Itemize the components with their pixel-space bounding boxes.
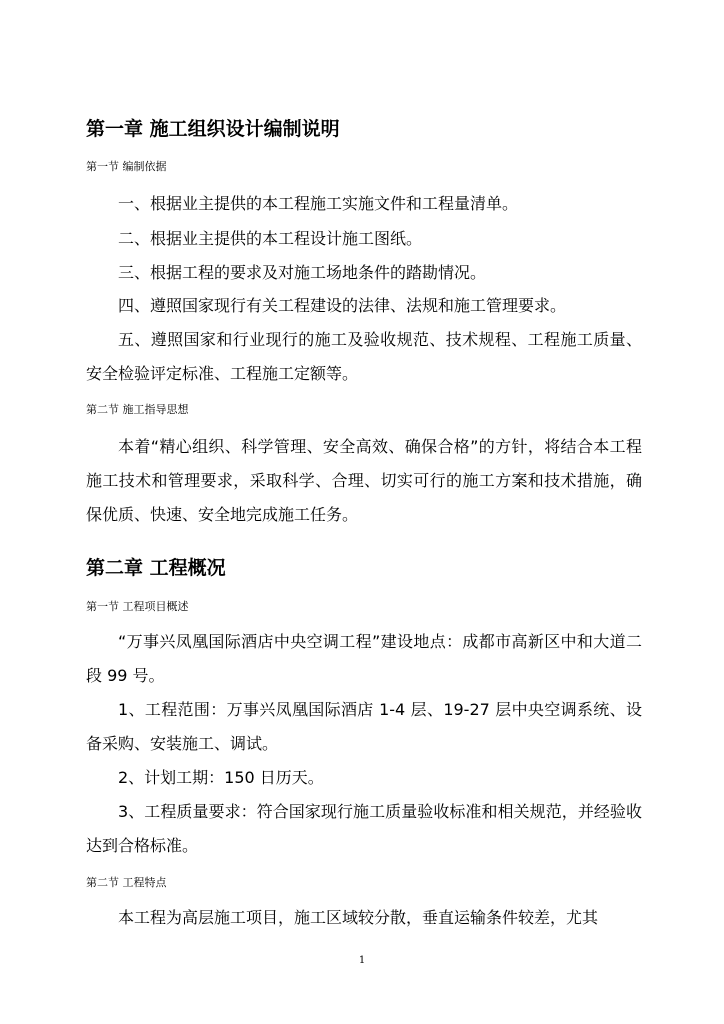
chapter-title: 第二章 工程概况 (86, 557, 226, 579)
paragraph: 三、根据工程的要求及对施工场地条件的踏勘情况。 (118, 263, 487, 282)
paragraph: 四、遵照国家现行有关工程建设的法律、法规和施工管理要求。 (118, 296, 567, 315)
paragraph: 五、遵照国家和行业现行的施工及验收规范、技术规程、工程施工质量、安全检验评定标准、工程施工定额等。 (86, 330, 642, 383)
page-number: 1 (358, 955, 366, 966)
chapter-title: 第一章 施工组织设计编制说明 (86, 118, 340, 140)
paragraph: 2、计划工期：150 日历天。 (118, 768, 324, 787)
section-title: 第一节 编制依据 (86, 160, 167, 173)
section-title: 第二节 工程特点 (86, 876, 167, 889)
section-title: 第一节 工程项目概述 (86, 600, 189, 613)
paragraph: 1、工程范围：万事兴凤凰国际酒店 1-4 层、19-27 层中央空调系统、设备采购、安装施工、调试。 (86, 700, 642, 753)
paragraph: 二、根据业主提供的本工程设计施工图纸。 (118, 229, 423, 248)
section-title: 第二节 施工指导思想 (86, 403, 189, 416)
paragraph: “万事兴凤凰国际酒店中央空调工程”建设地点：成都市高新区中和大道二段 99 号。 (86, 632, 642, 685)
paragraph: 一、根据业主提供的本工程施工实施文件和工程量清单。 (118, 194, 519, 213)
paragraph: 本工程为高层施工项目，施工区域较分散，垂直运输条件较差，尤其 (118, 908, 599, 927)
paragraph: 本着“精心组织、科学管理、安全高效、确保合格”的方针，将结合本工程施工技术和管理要求，采取科学、合理、切实可行的施工方案和技术措施，确保优质、快速、安全地完成施工任务。 (86, 437, 642, 524)
paragraph: 3、工程质量要求：符合国家现行施工质量验收标准和相关规范，并经验收达到合格标准。 (86, 802, 642, 855)
